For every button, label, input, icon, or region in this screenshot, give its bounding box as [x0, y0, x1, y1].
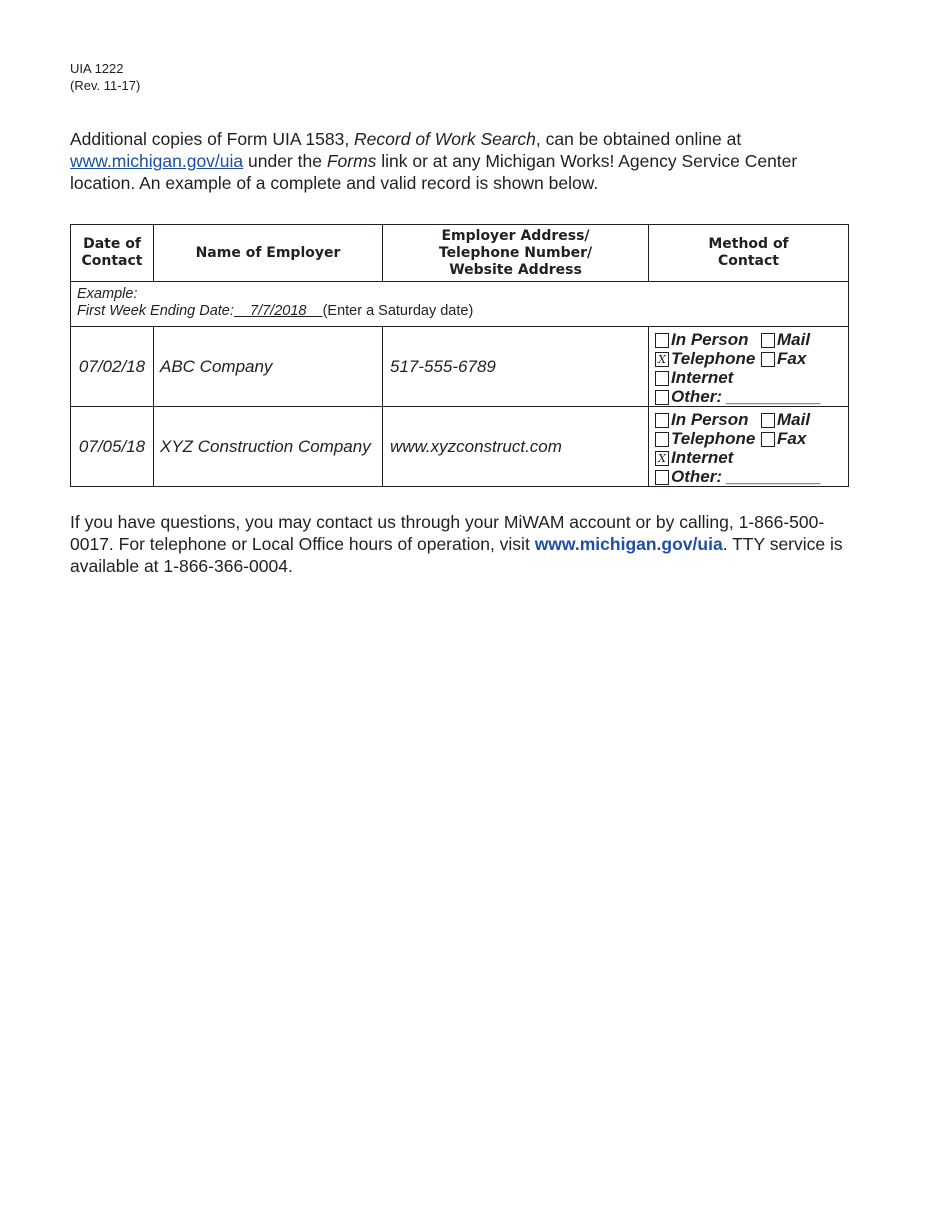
- employer-name: XYZ Construction Company: [154, 407, 383, 487]
- employer-address: www.xyzconstruct.com: [383, 407, 649, 487]
- employer-name: ABC Company: [154, 327, 383, 407]
- week-ending-value: 7/7/2018: [233, 303, 323, 319]
- method-label: Other: __________: [671, 387, 822, 406]
- checked-checkbox-icon[interactable]: X: [655, 451, 669, 466]
- uia-website-link[interactable]: www.michigan.gov/uia: [70, 151, 244, 171]
- intro-text-2: , can be obtained online at: [535, 129, 742, 149]
- uia-website-link-footer[interactable]: www.michigan.gov/uia: [534, 534, 723, 554]
- form-code: UIA 1222: [70, 61, 124, 76]
- footer-text-2: . TTY service is available at 1-866-366-0004.: [70, 534, 843, 576]
- method-label: In Person: [671, 410, 749, 429]
- week-ending-label: First Week Ending Date:: [77, 303, 234, 319]
- method-fax: [761, 350, 851, 368]
- method-label: Fax: [777, 349, 807, 368]
- method-label: Fax: [777, 429, 807, 448]
- forms-word: Forms: [326, 151, 377, 171]
- table-header-row: [71, 225, 849, 282]
- intro-text-4: link or at any Michigan Works! Agency Service Center location. An example of a complete and valid record is shown below.: [70, 151, 798, 193]
- form-title: Record of Work Search: [354, 129, 536, 149]
- form-revision: (Rev. 11-17): [70, 78, 141, 93]
- header-date-of-contact: Date of Contact: [71, 225, 154, 282]
- method-label: Internet: [671, 448, 734, 467]
- method-label: Mail: [777, 410, 811, 429]
- method-label: Telephone: [671, 429, 756, 448]
- checked-checkbox-icon[interactable]: X: [655, 352, 669, 367]
- contact-date: 07/05/18: [71, 407, 154, 487]
- checkbox-icon[interactable]: [655, 371, 669, 386]
- checkbox-icon[interactable]: [655, 333, 669, 348]
- contact-info-paragraph: [70, 511, 860, 577]
- checkbox-icon[interactable]: [655, 432, 669, 447]
- example-row: [71, 282, 849, 327]
- example-label: Example:: [77, 286, 138, 302]
- method-mail: [761, 331, 851, 349]
- checkbox-icon[interactable]: [761, 333, 775, 348]
- footer-text-1: If you have questions, you may contact us through your MiWAM account or by calling, 1-866-500-0017. For telephone or Local Office hours of operation, visit: [70, 512, 825, 554]
- method-internet: [655, 449, 761, 467]
- method-label: Telephone: [671, 349, 756, 368]
- checkbox-icon[interactable]: [761, 432, 775, 447]
- method-in-person: [655, 411, 761, 429]
- intro-paragraph: [70, 128, 860, 194]
- work-search-example-table: [70, 224, 848, 487]
- checkbox-icon[interactable]: [655, 413, 669, 428]
- method-other: [655, 468, 851, 486]
- checkbox-icon[interactable]: [655, 390, 669, 405]
- checkbox-icon[interactable]: [655, 470, 669, 485]
- method-label: Internet: [671, 368, 734, 387]
- header-method-of-contact: Method of Contact: [649, 225, 849, 282]
- method-in-person: [655, 331, 761, 349]
- method-internet: [655, 369, 761, 387]
- method-label: Other: __________: [671, 467, 822, 486]
- intro-text-3: under the: [243, 151, 327, 171]
- intro-text-1: Additional copies of Form UIA 1583,: [70, 129, 355, 149]
- employer-address: 517-555-6789: [383, 327, 649, 407]
- method-label: In Person: [671, 330, 749, 349]
- table-row: [71, 407, 849, 487]
- form-identifier: [70, 60, 140, 94]
- table-row: [71, 327, 849, 407]
- method-of-contact: [649, 327, 849, 407]
- method-telephone: [655, 350, 761, 368]
- checkbox-icon[interactable]: [761, 352, 775, 367]
- header-employer-address: Employer Address/ Telephone Number/ Website Address: [383, 225, 649, 282]
- method-label: Mail: [777, 330, 811, 349]
- method-other: [655, 388, 851, 406]
- week-ending-note: (Enter a Saturday date): [322, 303, 474, 319]
- method-telephone: [655, 430, 761, 448]
- contact-date: 07/02/18: [71, 327, 154, 407]
- method-mail: [761, 411, 851, 429]
- method-fax: [761, 430, 851, 448]
- method-of-contact: [649, 407, 849, 487]
- checkbox-icon[interactable]: [761, 413, 775, 428]
- header-name-of-employer: Name of Employer: [154, 225, 383, 282]
